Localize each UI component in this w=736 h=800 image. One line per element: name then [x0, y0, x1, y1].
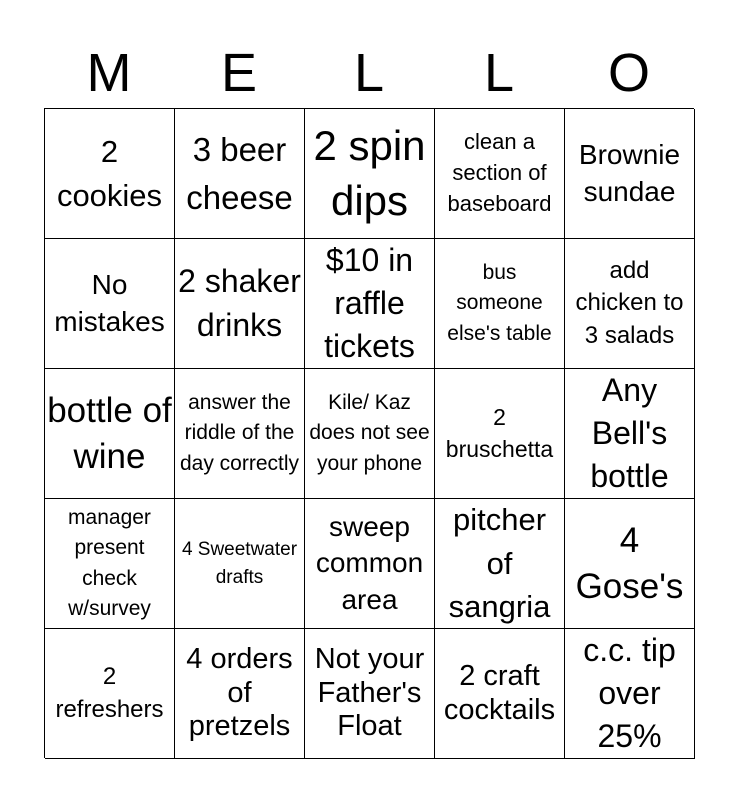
cell-label: c.c. tip over 25% — [583, 631, 676, 755]
header-letter: L — [353, 43, 385, 103]
bingo-cell[interactable] — [45, 109, 175, 239]
cell-label: add chicken to 3 salads — [575, 256, 684, 349]
bingo-cell[interactable] — [45, 499, 175, 629]
cell-label: Brownie sundae — [578, 139, 681, 207]
bingo-cell[interactable] — [435, 499, 565, 629]
bingo-cell[interactable] — [435, 369, 565, 499]
cell-label: 4 Gose's — [575, 521, 684, 606]
cell-label: 2 shaker drinks — [178, 263, 301, 343]
cell-label: answer the riddle of the day correctly — [179, 390, 300, 475]
cell-label: Any Bell's bottle — [590, 371, 669, 495]
bingo-cell[interactable] — [565, 239, 695, 369]
bingo-cell[interactable] — [435, 109, 565, 239]
bingo-cell[interactable] — [305, 239, 435, 369]
cell-label: sweep common area — [315, 510, 424, 615]
cell-label: bus someone else's table — [447, 260, 552, 345]
bingo-cell[interactable] — [175, 109, 305, 239]
bingo-cell[interactable] — [435, 629, 565, 759]
cell-label: 2 spin dips — [313, 121, 426, 224]
cell-label: 2 refreshers — [55, 663, 164, 723]
cell-label: 4 orders of pretzels — [186, 643, 293, 743]
cell-label: 2 cookies — [56, 134, 163, 213]
cell-label: 3 beer cheese — [186, 130, 293, 216]
cell-label: Kile/ Kaz does not see your phone — [309, 390, 430, 475]
bingo-cell[interactable] — [305, 499, 435, 629]
cell-label: clean a section of baseboard — [447, 129, 552, 216]
header-letter: O — [607, 43, 650, 103]
bingo-cell[interactable] — [45, 369, 175, 499]
cell-label: 4 Sweetwater drafts — [181, 538, 298, 588]
cell-label: Not your Father's Float — [314, 643, 425, 743]
cell-label: manager present check w/survey — [68, 505, 151, 620]
cell-label: bottle of wine — [47, 391, 172, 476]
cell-label: No mistakes — [54, 269, 165, 337]
cell-label: $10 in raffle tickets — [324, 241, 415, 365]
cell-label: pitcher of sangria — [448, 502, 551, 625]
bingo-cell[interactable] — [175, 239, 305, 369]
bingo-cell[interactable] — [305, 369, 435, 499]
bingo-cell[interactable] — [45, 239, 175, 369]
bingo-cell[interactable] — [305, 109, 435, 239]
bingo-cell[interactable] — [565, 499, 695, 629]
bingo-cell[interactable] — [305, 629, 435, 759]
header-letter: L — [483, 43, 515, 103]
bingo-cell[interactable] — [565, 629, 695, 759]
header-letter: M — [86, 43, 132, 103]
cell-label: 2 bruschetta — [445, 404, 554, 462]
bingo-cell[interactable] — [565, 109, 695, 239]
bingo-cell[interactable] — [175, 629, 305, 759]
bingo-cell[interactable] — [45, 629, 175, 759]
bingo-cell[interactable] — [175, 369, 305, 499]
bingo-grid — [44, 108, 694, 758]
bingo-header — [44, 38, 694, 108]
cell-label: 2 craft cocktails — [443, 660, 556, 726]
bingo-cell[interactable] — [175, 499, 305, 629]
bingo-cell[interactable] — [435, 239, 565, 369]
header-letter: E — [220, 43, 258, 103]
bingo-cell[interactable] — [565, 369, 695, 499]
